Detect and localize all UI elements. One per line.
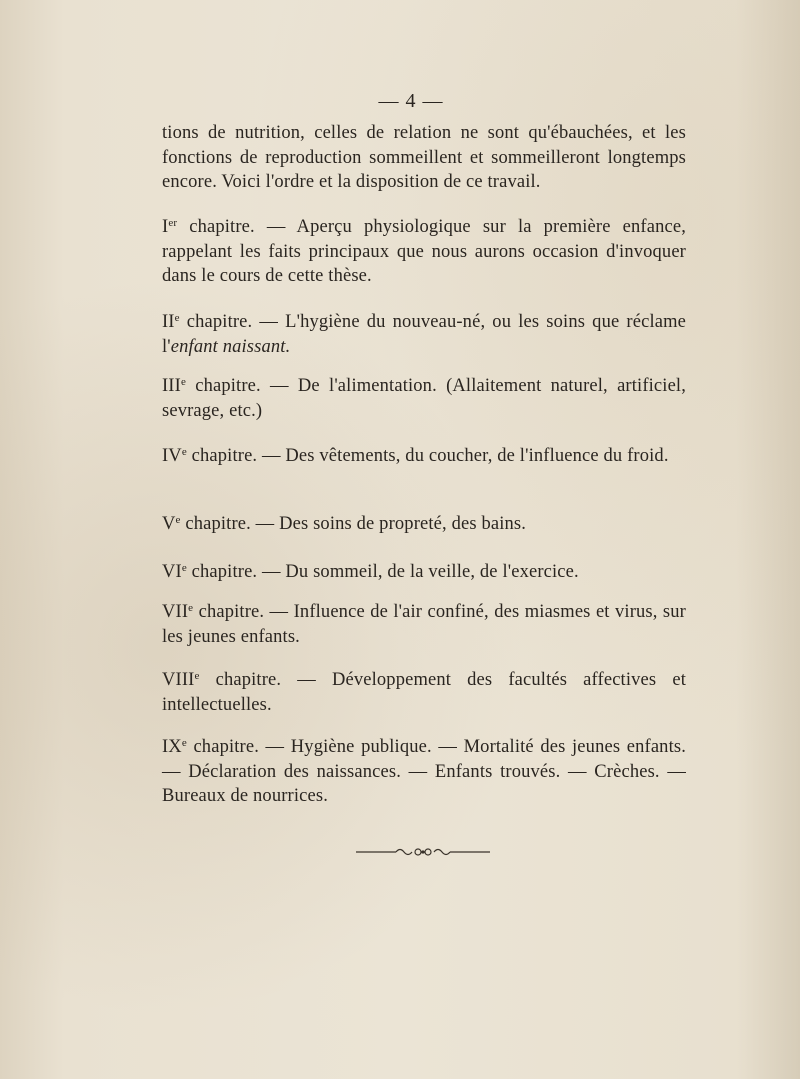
chapter-numeral: VIIe: [162, 602, 194, 622]
chapter-1-entry: [162, 215, 686, 289]
chapter-numeral: IVe: [162, 446, 187, 466]
chapter-description: chapitre. — Des soins de propreté, des bains.: [180, 514, 527, 534]
chapter-description: chapitre. — De l'alimentation. (Allaitement naturel, artificiel, sevrage, etc.): [162, 376, 686, 421]
chapter-italic-text: enfant naissant.: [170, 336, 291, 357]
chapter-6-entry: [162, 560, 686, 585]
chapter-numeral: IIIe: [162, 376, 186, 396]
chapter-8-entry: [162, 668, 686, 717]
chapter-numeral: IIe: [162, 312, 180, 332]
page-number: — 4 —: [378, 90, 444, 112]
chapter-description: chapitre. — Du sommeil, de la veille, de l'exercice.: [186, 562, 579, 582]
chapter-5-entry: [162, 512, 686, 537]
chapter-description: chapitre. — Des vêtements, du coucher, de l'influence du froid.: [186, 446, 669, 466]
chapter-numeral: Ve: [162, 514, 181, 534]
chapter-3-entry: [162, 374, 686, 423]
chapter-2-entry: [162, 310, 686, 359]
chapter-numeral: IXe: [162, 737, 187, 757]
chapter-4-entry: [162, 444, 686, 469]
chapter-description: chapitre. — Hygiène publique. — Mortalité des jeunes enfants. — Déclaration des naissances. — Enfants trouvés. — Crèches. — Bureaux de nourrices.: [162, 737, 686, 806]
chapter-description: chapitre. — Aperçu physiologique sur la première enfance, rappelant les faits principaux que nous aurons occasion d'invoquer dans le cours de cette thèse.: [162, 217, 686, 286]
chapter-7-entry: [162, 600, 686, 649]
intro-text: tions de nutrition, celles de relation ne sont qu'ébauchées, et les fonctions de reproduction sommeillent et sommeilleront longtemps encore. Voici l'ordre et la disposition de ce travail.: [162, 123, 686, 192]
intro-paragraph: [162, 121, 686, 195]
chapter-numeral: Ier: [162, 217, 178, 237]
chapter-description: chapitre. — Influence de l'air confiné, des miasmes et virus, sur les jeunes enfants.: [162, 602, 686, 647]
decorative-divider-ornament: [356, 845, 490, 859]
chapter-numeral: VIIIe: [162, 670, 200, 690]
chapter-9-entry: [162, 735, 686, 809]
chapter-numeral: VIe: [162, 562, 187, 582]
chapter-description: chapitre. — Développement des facultés affectives et intellectuelles.: [162, 670, 686, 715]
chapter-description: chapitre. — L'hygiène du nouveau-né, ou les soins que réclame l': [162, 312, 686, 357]
